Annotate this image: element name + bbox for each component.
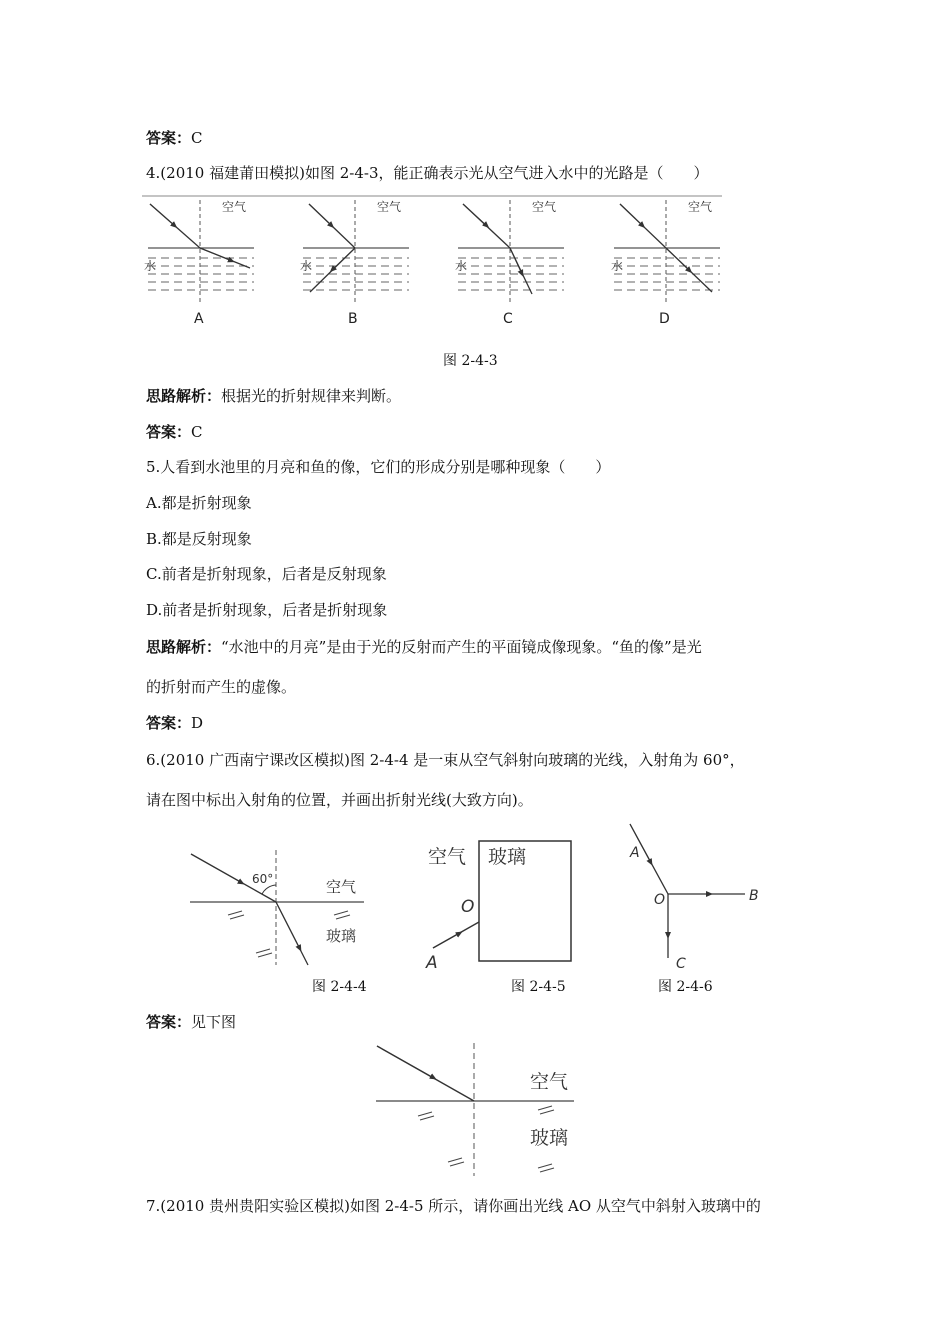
answer-value: 见下图 [191, 1013, 237, 1031]
air-label: 空气 [428, 846, 467, 868]
panel-c [455, 199, 564, 327]
analysis-label: 思路解析： [146, 638, 222, 656]
water-label: 水 [144, 259, 157, 273]
question-4-text: 4.(2010 福建莆田模拟)如图 2-4-3，能正确表示光从空气进入水中的光路是（ ） [146, 164, 709, 182]
answer-value: C [191, 423, 203, 441]
analysis-text: 根据光的折射规律来判断。 [221, 387, 402, 405]
option-label-c: C [503, 311, 513, 327]
choice-a: A.都是折射现象 [146, 494, 252, 512]
point-c-label: C [676, 956, 686, 972]
answer-value: D [191, 714, 204, 732]
analysis-text: “水池中的月亮”是由于光的反射而产生的平面镜成像现象。“鱼的像”是光 [221, 638, 702, 656]
water-label: 水 [300, 259, 313, 273]
option-label-d: D [659, 311, 670, 327]
answer-line-5 [146, 713, 203, 733]
question-6-line-2: 请在图中标出入射角的位置，并画出折射光线(大致方向)。 [146, 791, 533, 809]
question-5-text: 5.人看到水池里的月亮和鱼的像，它们的形成分别是哪种现象（ ） [146, 458, 611, 476]
option-label-a: A [194, 311, 204, 327]
analysis-line-5-cont: 的折射而产生的虚像。 [146, 678, 297, 696]
glass-label: 玻璃 [326, 927, 357, 945]
answer-line-6 [146, 1012, 236, 1032]
figure-caption-2-4-3: 图 2-4-3 [443, 353, 498, 369]
answer-line-3 [146, 128, 203, 148]
analysis-label: 思路解析： [146, 387, 222, 405]
air-label: 空气 [377, 200, 402, 214]
point-o-label: O [654, 892, 666, 908]
analysis-line-4 [146, 386, 401, 406]
air-label: 空气 [222, 200, 247, 214]
glass-label: 玻璃 [488, 846, 527, 868]
air-label: 空气 [532, 200, 557, 214]
question-6-line-1: 6.(2010 广西南宁课改区模拟)图 2-4-4 是一束从空气斜射向玻璃的光线，入射角为 60°， [146, 751, 745, 769]
option-label-b: B [348, 311, 358, 327]
panel-b [300, 199, 409, 327]
choice-b: B.都是反射现象 [146, 530, 252, 548]
choice-d: D.前者是折射现象，后者是折射现象 [146, 601, 388, 619]
figure-caption-2-4-6: 图 2-4-6 [658, 979, 713, 995]
answer-value: C [191, 129, 203, 147]
answer-figure [372, 1040, 582, 1180]
glass-label: 玻璃 [530, 1127, 569, 1149]
figure-2-4-5 [420, 836, 580, 976]
air-label: 空气 [530, 1071, 569, 1093]
figure-2-4-4 [186, 845, 366, 970]
choice-c: C.前者是折射现象，后者是反射现象 [146, 565, 387, 583]
figure-caption-2-4-5: 图 2-4-5 [511, 979, 566, 995]
answer-label: 答案： [146, 129, 192, 147]
water-label: 水 [455, 259, 468, 273]
answer-line-4 [146, 422, 203, 442]
panel-a [144, 199, 254, 327]
angle-label: 60° [252, 872, 274, 886]
air-label: 空气 [326, 878, 357, 896]
panel-d [611, 199, 720, 327]
answer-label: 答案： [146, 714, 192, 732]
point-a-label: A [630, 845, 640, 861]
figure-2-4-6 [618, 818, 768, 973]
answer-label: 答案： [146, 423, 192, 441]
point-o-label: O [461, 897, 475, 917]
answer-label: 答案： [146, 1013, 192, 1031]
point-a-label: A [426, 953, 438, 973]
air-label: 空气 [688, 200, 713, 214]
analysis-line-5 [146, 637, 702, 657]
water-label: 水 [611, 259, 624, 273]
question-7-text: 7.(2010 贵州贵阳实验区模拟)如图 2-4-5 所示，请你画出光线 AO 从空气中斜射入玻璃中的 [146, 1197, 761, 1215]
figure-2-4-3 [142, 192, 722, 332]
figure-caption-2-4-4: 图 2-4-4 [312, 979, 367, 995]
point-b-label: B [749, 888, 759, 904]
